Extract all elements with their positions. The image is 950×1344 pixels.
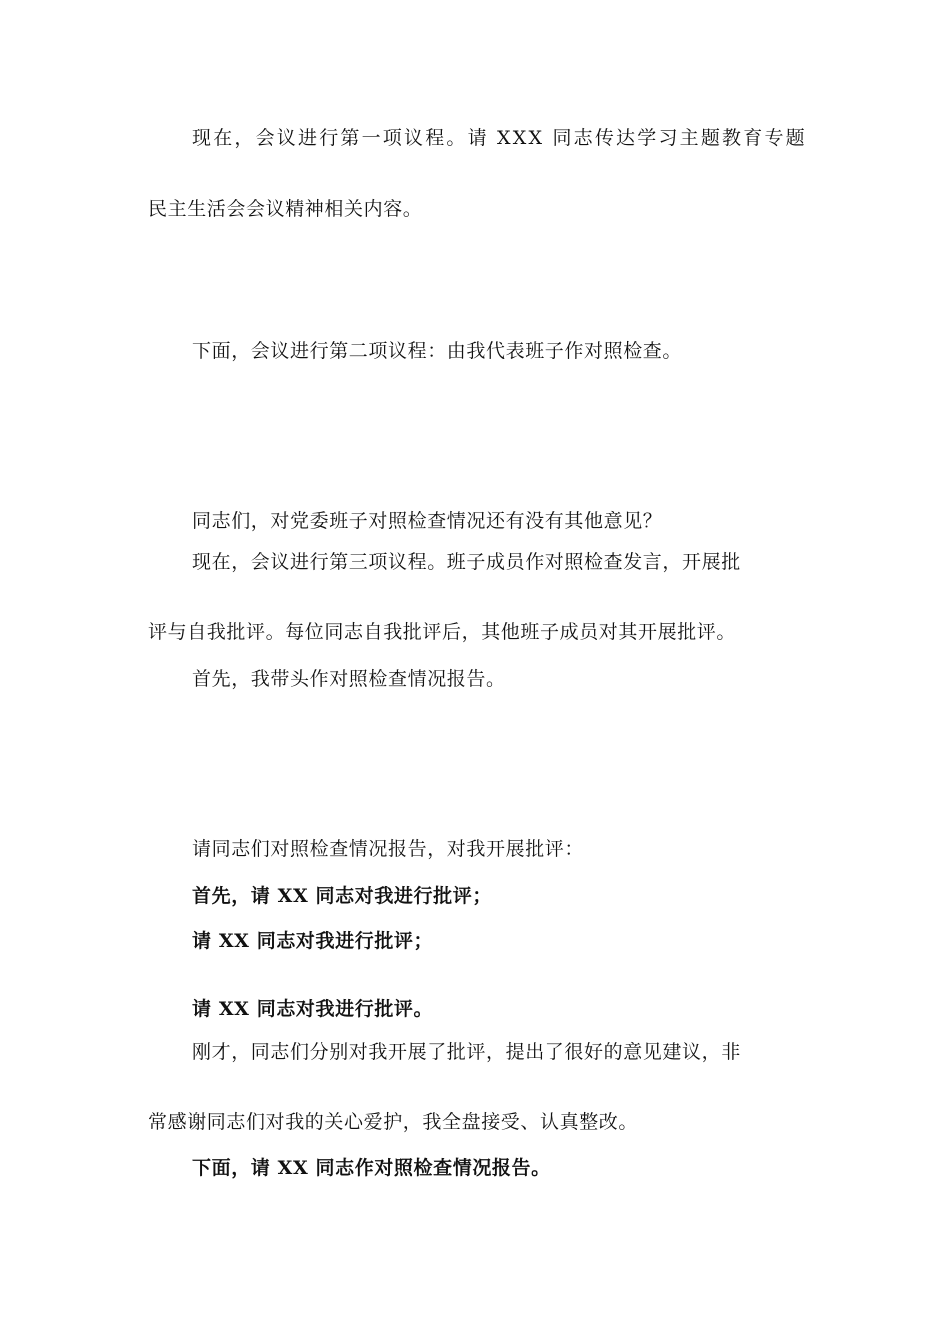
paragraph-criticism-request: 请同志们对照检查情况报告，对我开展批评： xyxy=(192,838,585,860)
paragraph-agenda-2: 下面，会议进行第二项议程：由我代表班子作对照检查。 xyxy=(192,340,683,362)
paragraph-question: 同志们，对党委班子对照检查情况还有没有其他意见？ xyxy=(192,510,663,532)
paragraph-criticism-second: 请 XX 同志对我进行批评； xyxy=(192,930,434,952)
paragraph-agenda-1-line-1: 现在，会议进行第一项议程。请 XXX 同志传达学习主题教育专题 xyxy=(192,127,807,149)
paragraph-thanks-line-2: 常感谢同志们对我的关心爱护，我全盘接受、认真整改。 xyxy=(148,1111,639,1133)
paragraph-agenda-3-line-1: 现在，会议进行第三项议程。班子成员作对照检查发言，开展批 xyxy=(192,551,741,573)
paragraph-criticism-first: 首先，请 XX 同志对我进行批评； xyxy=(192,885,492,907)
paragraph-agenda-3-line-2: 评与自我批评。每位同志自我批评后，其他班子成员对其开展批评。 xyxy=(148,621,737,643)
paragraph-thanks-line-1: 刚才，同志们分别对我开展了批评，提出了很好的意见建议，非 xyxy=(192,1041,741,1063)
paragraph-next-report: 下面，请 XX 同志作对照检查情况报告。 xyxy=(192,1157,551,1179)
paragraph-criticism-third: 请 XX 同志对我进行批评。 xyxy=(192,998,434,1020)
paragraph-agenda-1-line-2: 民主生活会会议精神相关内容。 xyxy=(148,198,423,220)
paragraph-self-report: 首先，我带头作对照检查情况报告。 xyxy=(192,668,506,690)
